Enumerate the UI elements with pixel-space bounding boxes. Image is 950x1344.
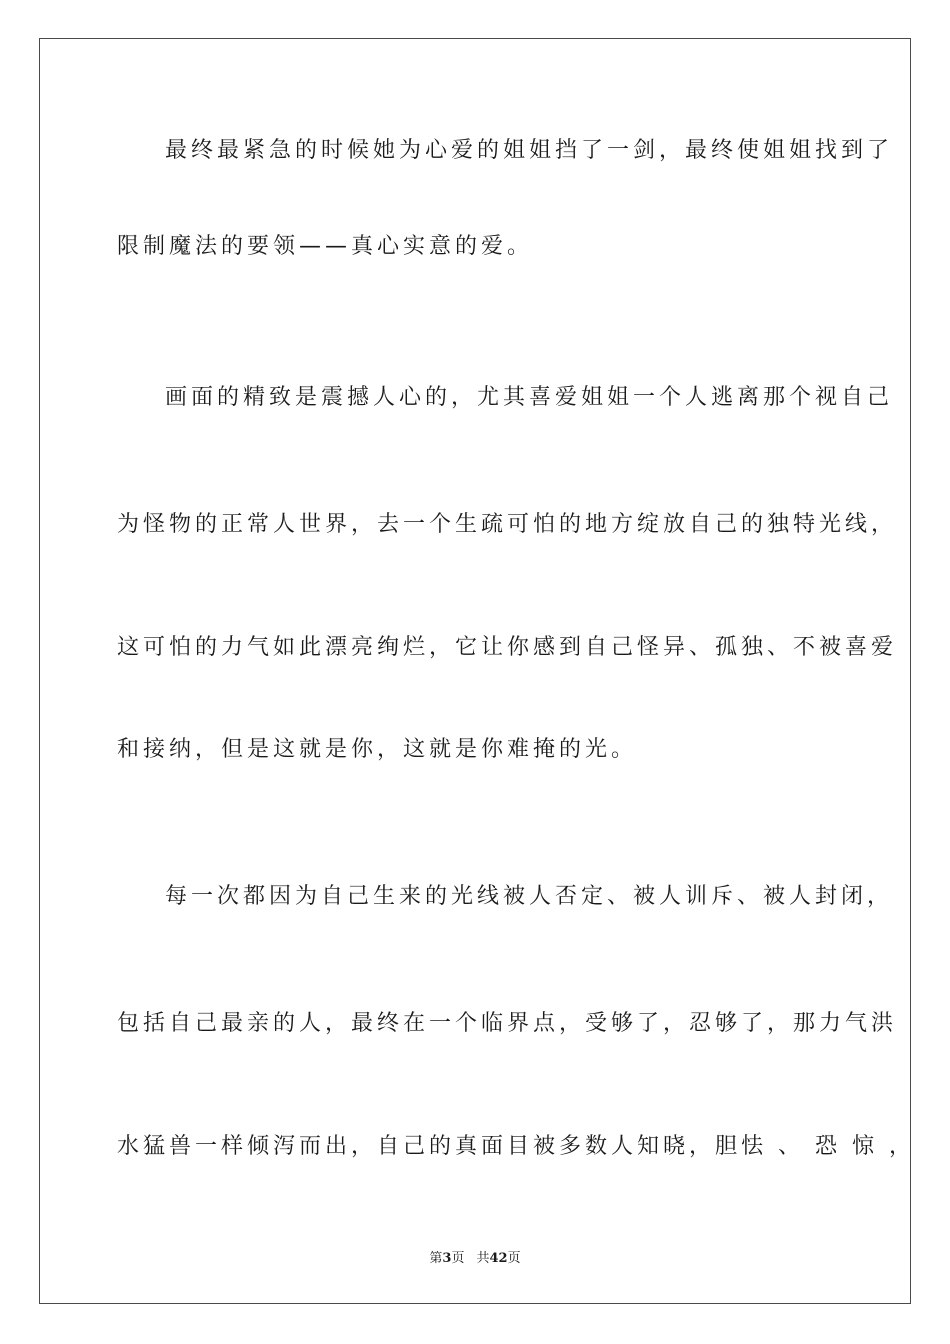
text-line: 这可怕的力气如此漂亮绚烂，它让你感到自己怪异、孤独、不被喜爱 <box>117 635 898 660</box>
page-border <box>39 38 915 1304</box>
footer-total-suffix: 页 <box>507 1251 521 1266</box>
footer-total-prefix: 共 <box>476 1251 490 1266</box>
page-footer <box>0 1247 950 1266</box>
page-number: 3 <box>442 1251 452 1266</box>
text-line: 最终最紧急的时候她为心爱的姐姐挡了一剑，最终使姐姐找到了 <box>165 138 894 163</box>
text-line: 水猛兽一样倾泻而出，自己的真面目被多数人知晓，胆怯 、 恐 惊 ， <box>117 1134 915 1159</box>
text-line: 包括自己最亲的人，最终在一个临界点，受够了，忍够了，那力气洪 <box>117 1011 898 1036</box>
text-line: 限制魔法的要领——真心实意的爱。 <box>117 234 534 259</box>
footer-prefix: 第 <box>429 1251 443 1266</box>
footer-page-suffix: 页 <box>451 1251 465 1266</box>
text-line: 为怪物的正常人世界，去一个生疏可怕的地方绽放自己的独特光线， <box>117 512 898 537</box>
text-line: 每一次都因为自己生来的光线被人否定、被人训斥、被人封闭， <box>165 884 894 909</box>
total-pages: 42 <box>489 1251 508 1266</box>
text-line: 和接纳，但是这就是你，这就是你难掩的光。 <box>117 737 638 762</box>
text-line: 画面的精致是震撼人心的，尤其喜爱姐姐一个人逃离那个视自己 <box>165 385 894 410</box>
